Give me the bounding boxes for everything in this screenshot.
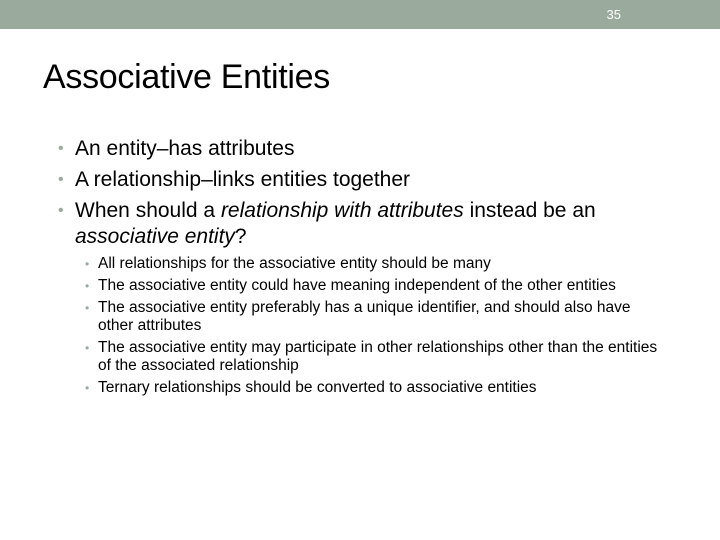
sub-bullet-text: The associative entity preferably has a unique identifier, and should also have other attributes [98, 299, 631, 334]
bullet-text: A relationship–links entities together [75, 168, 411, 191]
bullet-item [58, 198, 668, 250]
slide-title: Associative Entities [43, 58, 330, 96]
bullet-item [58, 167, 668, 193]
header-bar [0, 0, 720, 29]
sub-bullet-item [85, 299, 660, 335]
bullet-icon: • [85, 341, 90, 355]
bullet-list [58, 136, 668, 401]
bullet-icon: • [85, 381, 90, 395]
bullet-icon: • [58, 202, 64, 219]
sub-bullet-item [85, 379, 660, 397]
slide-number: 35 [606, 7, 621, 22]
sub-bullet-list [85, 255, 660, 397]
bullet-icon: • [85, 257, 90, 271]
sub-bullet-text: The associative entity may participate in other relationships other than the entities of the associated relationship [98, 339, 658, 374]
bullet-text: An entity–has attributes [75, 137, 295, 160]
bullet-item [58, 136, 668, 162]
sub-bullet-text: Ternary relationships should be converted to associative entities [98, 379, 537, 396]
sub-bullet-item [85, 339, 660, 375]
sub-bullet-item [85, 255, 660, 273]
emphasis-text: relationship with attributes [220, 199, 464, 222]
bullet-icon: • [58, 171, 64, 188]
sub-bullet-text: The associative entity could have meaning independent of the other entities [98, 277, 616, 294]
bullet-text-segment: ? [234, 225, 247, 248]
bullet-icon: • [58, 140, 64, 157]
bullet-text [75, 199, 596, 248]
bullet-text-segment: When should a [75, 199, 221, 222]
sub-bullet-item [85, 277, 660, 295]
bullet-icon: • [85, 301, 90, 315]
emphasis-text: associative entity [75, 225, 235, 248]
bullet-text-segment: instead be an [463, 199, 596, 222]
sub-bullet-text: All relationships for the associative entity should be many [98, 255, 491, 272]
bullet-icon: • [85, 279, 90, 293]
